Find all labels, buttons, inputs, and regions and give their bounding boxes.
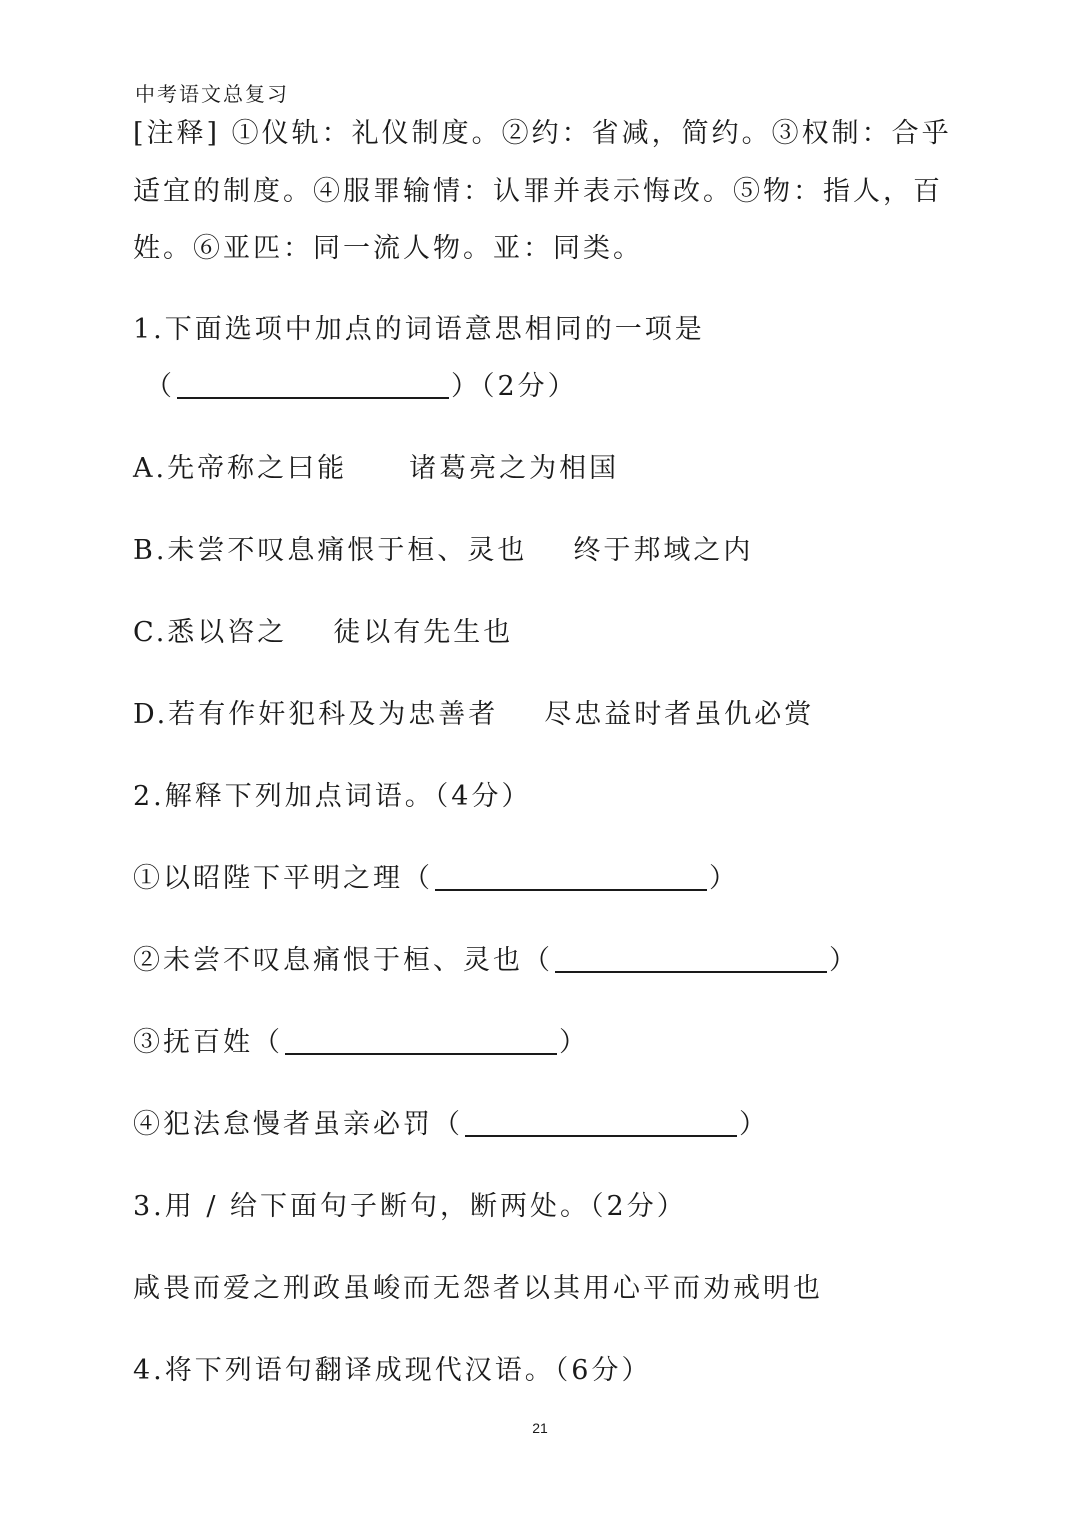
option-a-right: 诸葛亮之为相国 <box>409 453 620 484</box>
item-4-text: ④犯法怠慢者虽亲必罚（ <box>133 1109 463 1140</box>
item-1-text: ①以昭陛下平明之理（ <box>133 863 433 894</box>
option-b[interactable] <box>133 537 753 564</box>
question-2-item-1 <box>133 865 739 892</box>
item-3-blank[interactable] <box>285 1031 557 1055</box>
item-2-blank[interactable] <box>555 949 827 973</box>
notes-line-1: [注释] ①仪轨：礼仪制度。②约：省减，简约。③权制：合乎 <box>133 118 952 149</box>
item-1-blank[interactable] <box>435 867 707 891</box>
bracket-close: ） <box>559 1027 589 1058</box>
question-3-sentence[interactable]: 咸畏而爱之刑政虽峻而无怨者以其用心平而劝戒明也 <box>133 1273 823 1304</box>
option-c-left: C.悉以咨之 <box>133 617 288 648</box>
option-a-left: A.先帝称之曰能 <box>133 453 348 484</box>
answer-blank[interactable] <box>177 375 449 399</box>
bracket-close: ） <box>829 945 859 976</box>
option-c[interactable] <box>133 619 513 646</box>
notes-line-2: 适宜的制度。④服罪输情：认罪并表示悔改。⑤物：指人，百 <box>133 176 943 207</box>
page-number: 21 <box>532 1420 548 1436</box>
question-2-item-4 <box>133 1111 769 1138</box>
question-1-answer <box>145 373 578 400</box>
option-d-left: D.若有作奸犯科及为忠善者 <box>133 699 499 730</box>
score-label: ）（2分） <box>451 371 578 402</box>
question-2-item-3 <box>133 1029 589 1056</box>
option-c-right: 徒以有先生也 <box>333 617 514 648</box>
bracket-close: ） <box>739 1109 769 1140</box>
question-4-stem: 4.将下列语句翻译成现代汉语。（6分） <box>133 1355 652 1386</box>
item-4-blank[interactable] <box>465 1113 737 1137</box>
option-b-left: B.未尝不叹息痛恨于桓、灵也 <box>133 535 528 566</box>
option-a[interactable] <box>133 455 619 482</box>
item-3-text: ③抚百姓（ <box>133 1027 283 1058</box>
question-2-item-2 <box>133 947 859 974</box>
bracket-open: （ <box>145 371 175 402</box>
option-d-right: 尽忠益时者虽仇必赏 <box>544 699 815 730</box>
question-1-stem: 1.下面选项中加点的词语意思相同的一项是 <box>133 314 705 345</box>
notes-line-3: 姓。⑥亚匹：同一流人物。亚：同类。 <box>133 233 643 264</box>
question-2-stem: 2.解释下列加点词语。（4分） <box>133 781 532 812</box>
item-2-text: ②未尝不叹息痛恨于桓、灵也（ <box>133 945 553 976</box>
bracket-close: ） <box>709 863 739 894</box>
option-b-right: 终于邦域之内 <box>573 535 754 566</box>
page-header: 中考语文总复习 <box>135 82 289 106</box>
option-d[interactable] <box>133 701 814 728</box>
question-3-stem: 3.用 / 给下面句子断句，断两处。（2分） <box>133 1191 687 1222</box>
